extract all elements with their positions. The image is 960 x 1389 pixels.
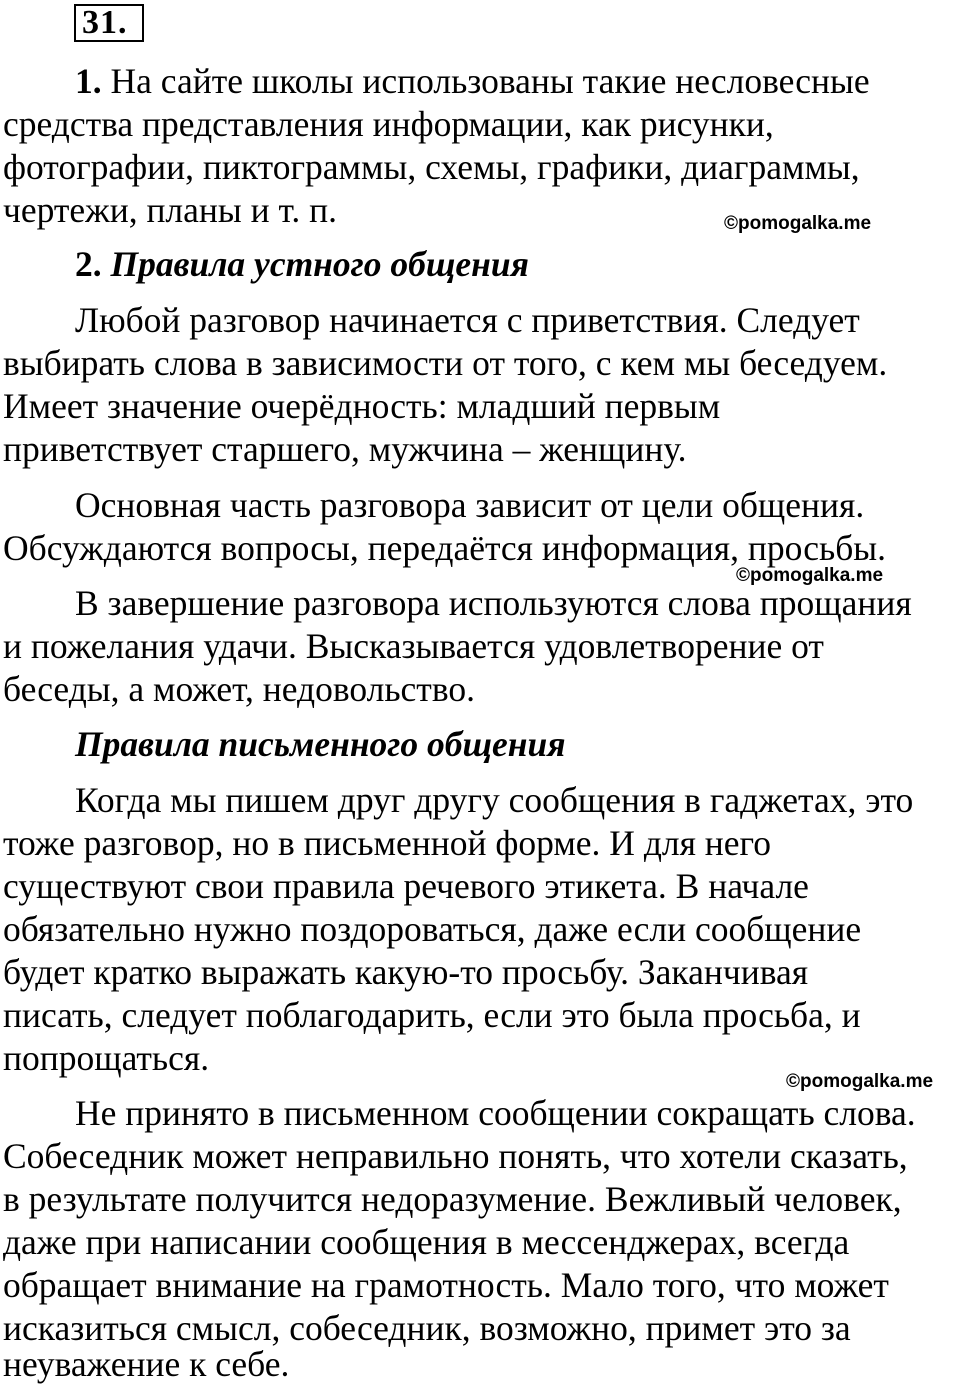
item2-number: 2. (75, 244, 102, 284)
written-p1-line-3: существуют свои правила речевого этикета. В начале (3, 866, 809, 906)
item1-text: На сайте школы использованы такие несловесные (110, 61, 870, 101)
written-p1-line-4: обязательно нужно поздороваться, даже если сообщение (3, 909, 862, 949)
item2-p1-line-4: приветствует старшего, мужчина – женщину. (3, 429, 687, 469)
item1-line-2: средства представления информации, как рисунки, (3, 104, 774, 144)
watermark-1: ©pomogalka.me (724, 213, 872, 234)
item1-number: 1. (75, 61, 102, 101)
item2-p3-line-2: и пожелания удачи. Высказывается удовлетворение от (3, 626, 824, 666)
written-p2-line-4: даже при написании сообщения в мессенджерах, всегда (3, 1222, 850, 1262)
item2-p2-line-2: Обсуждаются вопросы, передаётся информация, просьбы. (3, 528, 886, 568)
task-number: 31. (74, 4, 144, 42)
item2-p1-line-3: Имеет значение очерёдность: младший первым (3, 386, 721, 426)
written-p2-line-3: в результате получится недоразумение. Вежливый человек, (3, 1179, 902, 1219)
item2-p3-line-3: беседы, а может, недовольство. (3, 669, 475, 709)
written-p2-line-5: обращает внимание на грамотность. Мало того, что может (3, 1265, 889, 1305)
written-p1-line-7: попрощаться. (3, 1038, 210, 1078)
written-p1-line-2: тоже разговор, но в письменной форме. И для него (3, 823, 771, 863)
written-p2-line-1: Не принято в письменном сообщении сокращать слова. (75, 1093, 916, 1133)
written-p1-line-6: писать, следует поблагодарить, если это была просьба, и (3, 995, 861, 1035)
written-p1-line-5: будет кратко выражать какую-то просьбу. Заканчивая (3, 952, 809, 992)
written-p1-line-1: Когда мы пишем друг другу сообщения в гаджетах, это (75, 780, 914, 820)
written-heading-text: Правила письменного общения (75, 724, 566, 764)
item2-heading-line (75, 243, 529, 285)
written-p2-line-2: Собеседник может неправильно понять, что хотели сказать, (3, 1136, 908, 1176)
item1-line-3: фотографии, пиктограммы, схемы, графики, диаграммы, (3, 147, 860, 187)
item1-line-1 (75, 60, 870, 102)
written-p2-line-6: исказиться смысл, собеседник, возможно, примет это за (3, 1308, 851, 1348)
item2-p1-line-1: Любой разговор начинается с приветствия. Следует (75, 300, 860, 340)
item2-p2-line-1: Основная часть разговора зависит от цели общения. (75, 485, 865, 525)
watermark-2: ©pomogalka.me (736, 565, 884, 586)
item2-p1-line-2: выбирать слова в зависимости от того, с кем мы беседуем. (3, 343, 888, 383)
item2-heading: Правила устного общения (110, 244, 529, 284)
item2-p3-line-1: В завершение разговора используются слова прощания (75, 583, 912, 623)
item1-line-4: чертежи, планы и т. п. (3, 190, 337, 230)
written-p2-line-7: неуважение к себе. (3, 1344, 290, 1384)
written-heading (75, 723, 566, 765)
watermark-3: ©pomogalka.me (786, 1071, 934, 1092)
